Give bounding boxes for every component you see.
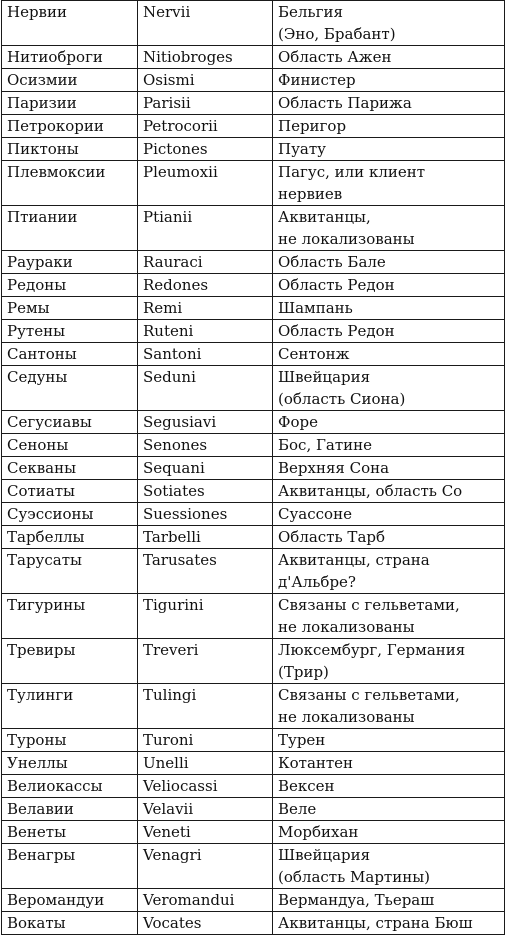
russian-name-cell: Туроны	[2, 729, 138, 752]
russian-name-cell: Вокаты	[2, 912, 138, 935]
table-row	[2, 161, 505, 206]
location-cell: Суассоне	[273, 503, 505, 526]
location-cell: Швейцария (область Мартины)	[273, 844, 505, 889]
table-row	[2, 844, 505, 889]
russian-name-cell: Тулинги	[2, 684, 138, 729]
russian-name-cell: Нитиоброги	[2, 46, 138, 69]
table-row	[2, 434, 505, 457]
russian-name-cell: Велавии	[2, 798, 138, 821]
location-cell: Связаны с гельветами, не локализованы	[273, 684, 505, 729]
latin-name-cell: Segusiavi	[138, 411, 273, 434]
russian-name-cell: Плевмоксии	[2, 161, 138, 206]
table-row	[2, 320, 505, 343]
location-cell: Верхняя Сона	[273, 457, 505, 480]
russian-name-cell: Тигурины	[2, 594, 138, 639]
table-row	[2, 297, 505, 320]
location-cell: Люксембург, Германия (Трир)	[273, 639, 505, 684]
table-row	[2, 115, 505, 138]
table-row	[2, 889, 505, 912]
table-row	[2, 411, 505, 434]
location-cell: Область Ажен	[273, 46, 505, 69]
latin-name-cell: Parisii	[138, 92, 273, 115]
location-cell: Котантен	[273, 752, 505, 775]
latin-name-cell: Senones	[138, 434, 273, 457]
table-row	[2, 594, 505, 639]
location-cell: Область Тарб	[273, 526, 505, 549]
location-cell: Область Редон	[273, 274, 505, 297]
latin-name-cell: Ruteni	[138, 320, 273, 343]
table-row	[2, 526, 505, 549]
tribes-table	[1, 0, 505, 935]
table-row	[2, 46, 505, 69]
table-row	[2, 366, 505, 411]
location-cell: Финистер	[273, 69, 505, 92]
latin-name-cell: Remi	[138, 297, 273, 320]
russian-name-cell: Седуны	[2, 366, 138, 411]
table-row	[2, 457, 505, 480]
tribes-table-body	[2, 1, 505, 935]
russian-name-cell: Петрокории	[2, 115, 138, 138]
location-cell: Форе	[273, 411, 505, 434]
latin-name-cell: Rauraci	[138, 251, 273, 274]
russian-name-cell: Ремы	[2, 297, 138, 320]
russian-name-cell: Сегусиавы	[2, 411, 138, 434]
latin-name-cell: Seduni	[138, 366, 273, 411]
latin-name-cell: Venagri	[138, 844, 273, 889]
table-row	[2, 821, 505, 844]
location-cell: Вермандуа, Тьераш	[273, 889, 505, 912]
location-cell: Перигор	[273, 115, 505, 138]
latin-name-cell: Tarusates	[138, 549, 273, 594]
russian-name-cell: Тревиры	[2, 639, 138, 684]
latin-name-cell: Tarbelli	[138, 526, 273, 549]
table-row	[2, 639, 505, 684]
location-cell: Область Парижа	[273, 92, 505, 115]
location-cell: Пагус, или клиент нервиев	[273, 161, 505, 206]
table-row	[2, 138, 505, 161]
location-cell: Вексен	[273, 775, 505, 798]
location-cell: Веле	[273, 798, 505, 821]
table-row	[2, 912, 505, 935]
location-cell: Связаны с гельветами, не локализованы	[273, 594, 505, 639]
table-row	[2, 798, 505, 821]
table-row	[2, 206, 505, 251]
russian-name-cell: Венеты	[2, 821, 138, 844]
location-cell: Аквитанцы, страна Бюш	[273, 912, 505, 935]
russian-name-cell: Веромандуи	[2, 889, 138, 912]
russian-name-cell: Унеллы	[2, 752, 138, 775]
latin-name-cell: Turoni	[138, 729, 273, 752]
location-cell: Бос, Гатине	[273, 434, 505, 457]
location-cell: Морбихан	[273, 821, 505, 844]
russian-name-cell: Паризии	[2, 92, 138, 115]
table-row	[2, 343, 505, 366]
russian-name-cell: Сантоны	[2, 343, 138, 366]
location-cell: Турен	[273, 729, 505, 752]
latin-name-cell: Veliocassi	[138, 775, 273, 798]
latin-name-cell: Veneti	[138, 821, 273, 844]
latin-name-cell: Velavii	[138, 798, 273, 821]
russian-name-cell: Велиокассы	[2, 775, 138, 798]
russian-name-cell: Нервии	[2, 1, 138, 46]
russian-name-cell: Суэссионы	[2, 503, 138, 526]
location-cell: Бельгия (Эно, Брабант)	[273, 1, 505, 46]
russian-name-cell: Птиании	[2, 206, 138, 251]
russian-name-cell: Пиктоны	[2, 138, 138, 161]
table-row	[2, 503, 505, 526]
table-row	[2, 251, 505, 274]
latin-name-cell: Sotiates	[138, 480, 273, 503]
latin-name-cell: Sequani	[138, 457, 273, 480]
latin-name-cell: Redones	[138, 274, 273, 297]
table-row	[2, 274, 505, 297]
latin-name-cell: Suessiones	[138, 503, 273, 526]
russian-name-cell: Венагры	[2, 844, 138, 889]
latin-name-cell: Unelli	[138, 752, 273, 775]
location-cell: Шампань	[273, 297, 505, 320]
location-cell: Область Редон	[273, 320, 505, 343]
latin-name-cell: Pictones	[138, 138, 273, 161]
russian-name-cell: Тарусаты	[2, 549, 138, 594]
location-cell: Пуату	[273, 138, 505, 161]
table-row	[2, 1, 505, 46]
table-row	[2, 775, 505, 798]
latin-name-cell: Tulingi	[138, 684, 273, 729]
latin-name-cell: Tigurini	[138, 594, 273, 639]
latin-name-cell: Vocates	[138, 912, 273, 935]
table-row	[2, 69, 505, 92]
latin-name-cell: Osismi	[138, 69, 273, 92]
location-cell: Аквитанцы, область Со	[273, 480, 505, 503]
latin-name-cell: Santoni	[138, 343, 273, 366]
table-row	[2, 684, 505, 729]
latin-name-cell: Treveri	[138, 639, 273, 684]
location-cell: Аквитанцы, страна д'Альбре?	[273, 549, 505, 594]
latin-name-cell: Nervii	[138, 1, 273, 46]
table-row	[2, 549, 505, 594]
location-cell: Сентонж	[273, 343, 505, 366]
russian-name-cell: Тарбеллы	[2, 526, 138, 549]
russian-name-cell: Осизмии	[2, 69, 138, 92]
table-row	[2, 480, 505, 503]
latin-name-cell: Pleumoxii	[138, 161, 273, 206]
russian-name-cell: Редоны	[2, 274, 138, 297]
russian-name-cell: Секваны	[2, 457, 138, 480]
table-row	[2, 92, 505, 115]
latin-name-cell: Nitiobroges	[138, 46, 273, 69]
russian-name-cell: Сеноны	[2, 434, 138, 457]
latin-name-cell: Veromandui	[138, 889, 273, 912]
location-cell: Область Бале	[273, 251, 505, 274]
russian-name-cell: Рутены	[2, 320, 138, 343]
russian-name-cell: Сотиаты	[2, 480, 138, 503]
russian-name-cell: Раураки	[2, 251, 138, 274]
location-cell: Аквитанцы, не локализованы	[273, 206, 505, 251]
location-cell: Швейцария (область Сиона)	[273, 366, 505, 411]
table-row	[2, 752, 505, 775]
latin-name-cell: Ptianii	[138, 206, 273, 251]
latin-name-cell: Petrocorii	[138, 115, 273, 138]
table-row	[2, 729, 505, 752]
